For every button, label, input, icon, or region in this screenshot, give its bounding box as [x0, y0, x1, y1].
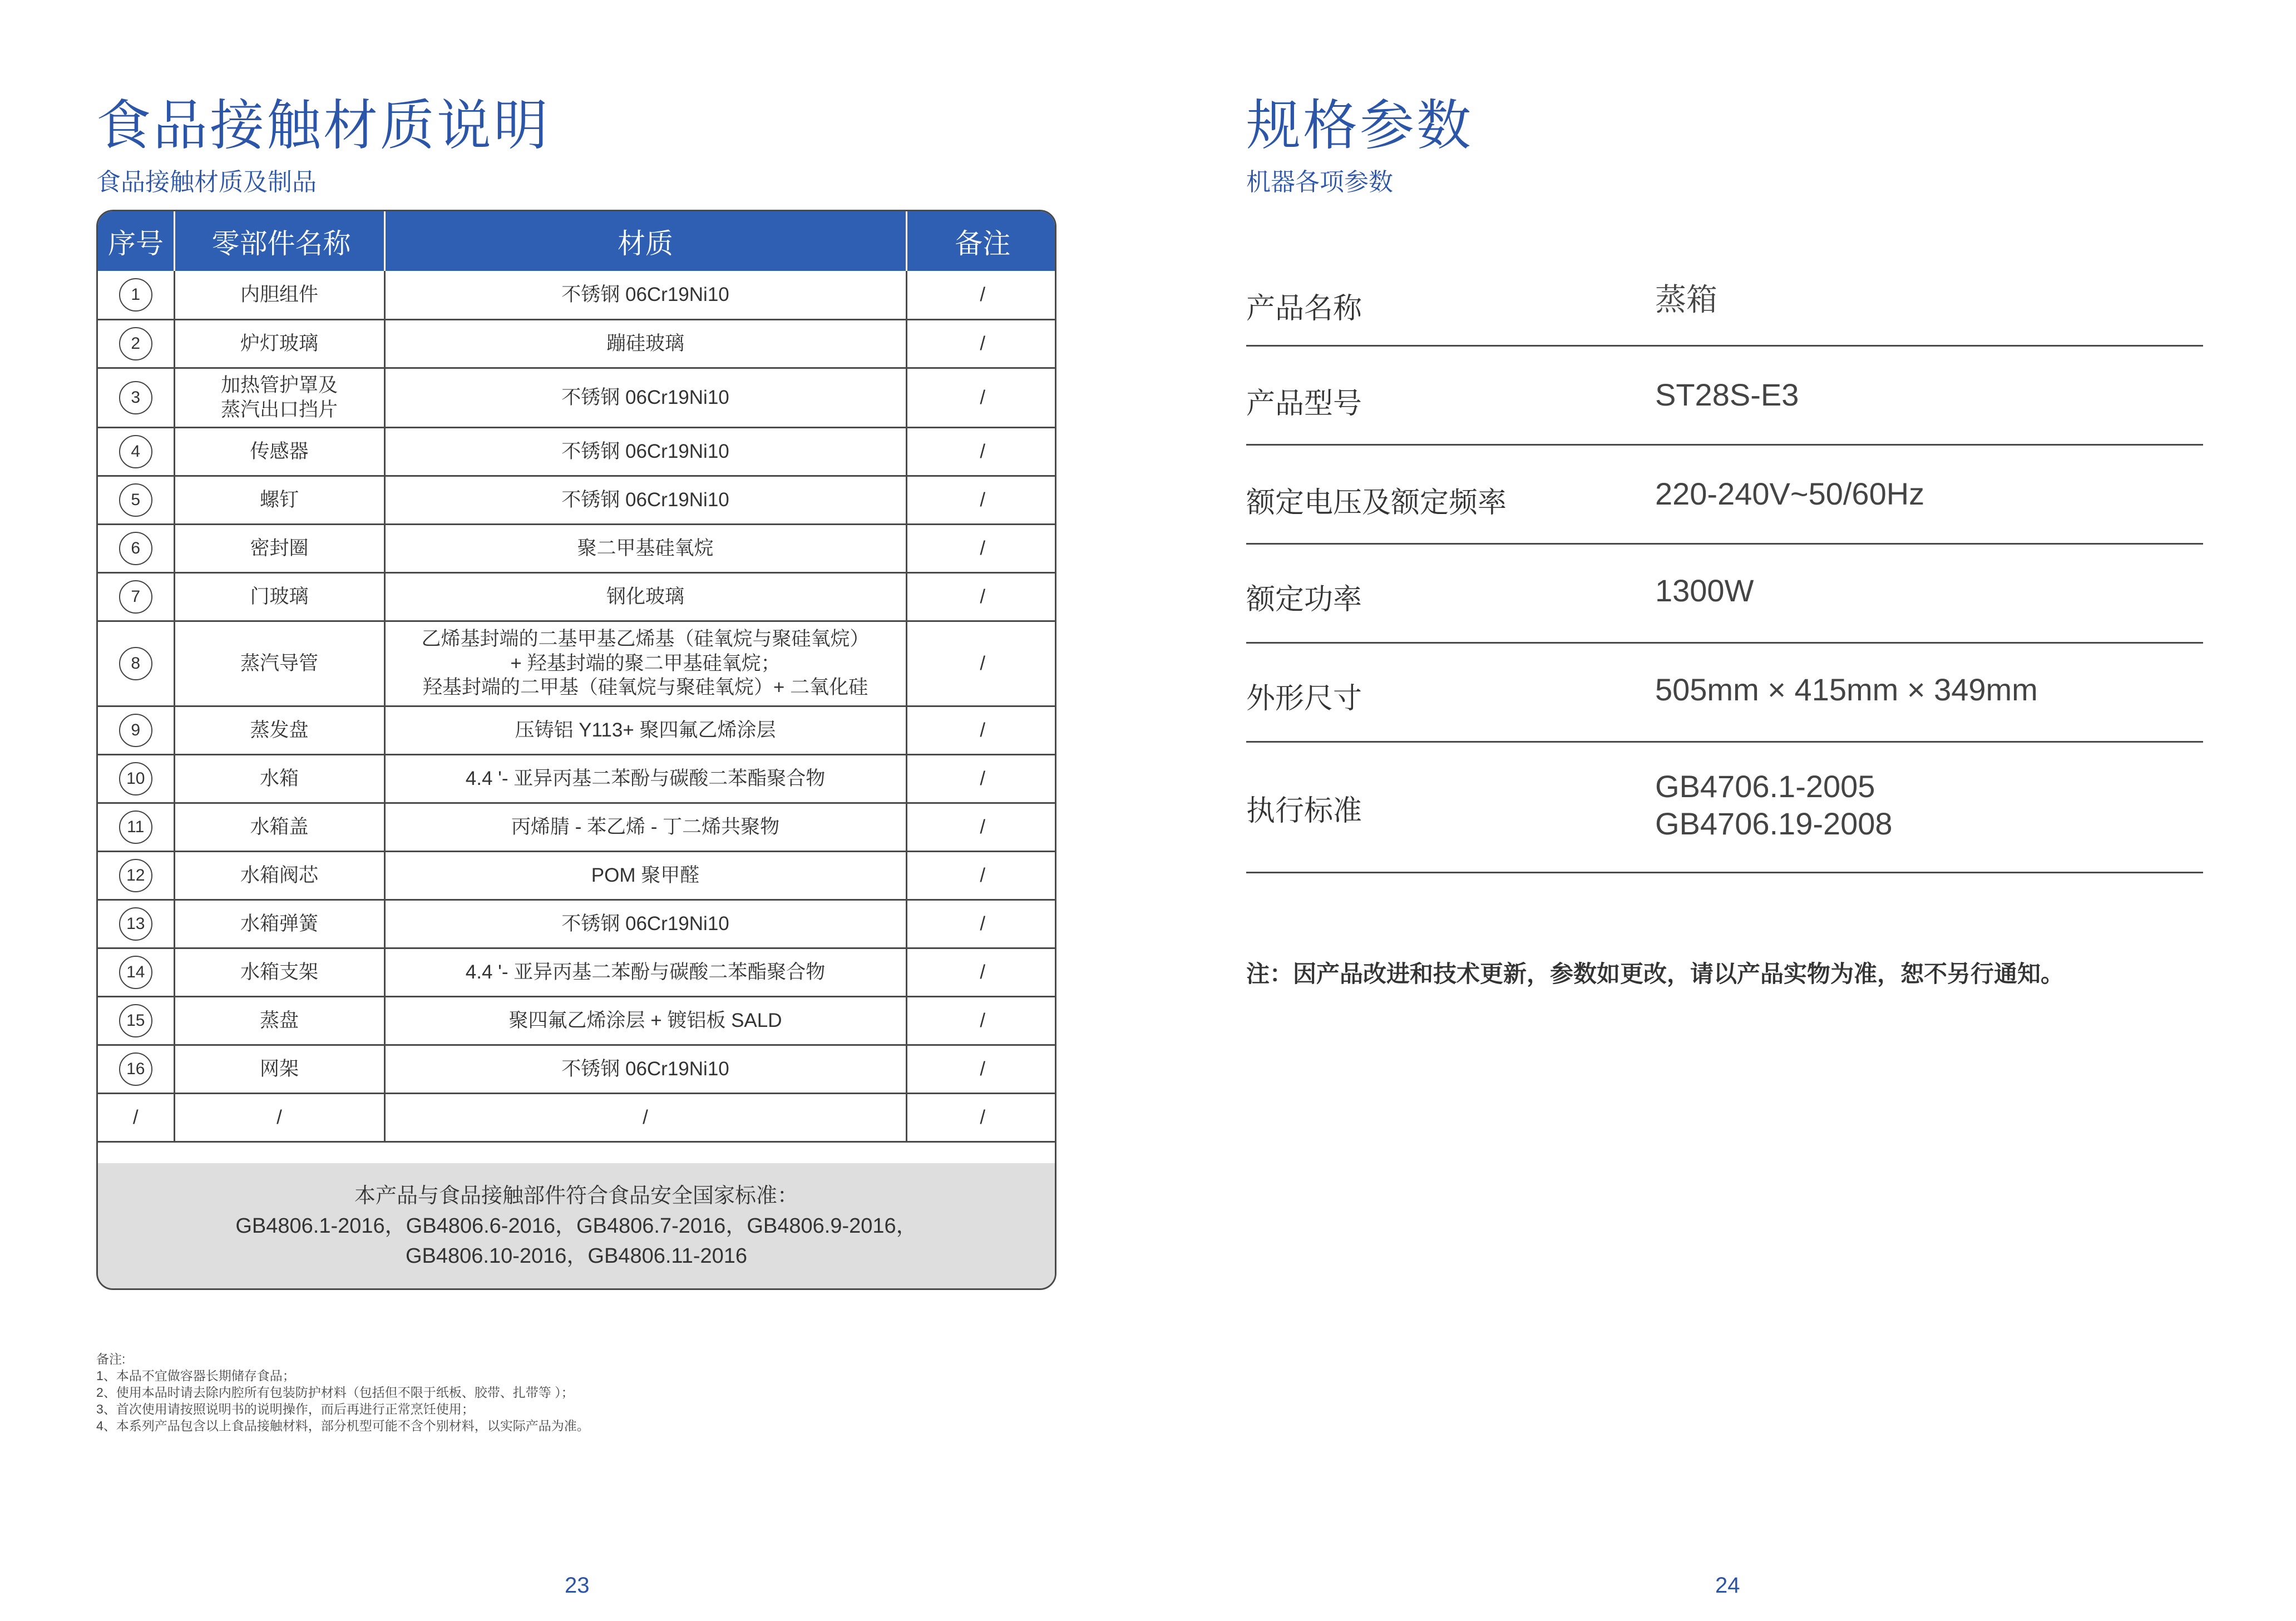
material: 不锈钢 06Cr19Ni10 [384, 368, 906, 427]
spec-label: 产品名称 [1246, 293, 1362, 325]
table-row [98, 1093, 1056, 1141]
part-name: 网架 [174, 1045, 384, 1093]
spec-row [1246, 743, 2203, 873]
remark: / [906, 803, 1056, 851]
remark: / [906, 572, 1056, 621]
table-header-row [98, 211, 1056, 271]
remark: / [906, 851, 1056, 900]
spec-row [1246, 446, 2203, 545]
material: 4.4 '- 亚异丙基二苯酚与碳酸二苯酯聚合物 [384, 754, 906, 803]
part-name: 水箱盖 [174, 803, 384, 851]
remark: / [906, 754, 1056, 803]
table-row [98, 996, 1056, 1045]
circled-number: 13 [119, 907, 152, 941]
material: 不锈钢 06Cr19Ni10 [384, 900, 906, 948]
circled-number: 11 [119, 810, 152, 844]
row-number [98, 319, 174, 368]
spec-row [1246, 545, 2203, 644]
row-number [98, 524, 174, 572]
row-number: / [98, 1093, 174, 1141]
spec-value: 1300W [1655, 573, 1754, 608]
part-name: 蒸发盘 [174, 706, 384, 754]
spec-value: 蒸箱 [1655, 282, 1717, 317]
part-name: 蒸盘 [174, 996, 384, 1045]
part-name: 传感器 [174, 427, 384, 476]
table-row [98, 754, 1056, 803]
remark: / [906, 319, 1056, 368]
circled-number: 15 [119, 1004, 152, 1037]
footer-line: GB4806.1-2016，GB4806.6-2016，GB4806.7-2016，GB4806.9-2016， [235, 1214, 917, 1238]
material: 不锈钢 06Cr19Ni10 [384, 427, 906, 476]
food-contact-table [96, 210, 1056, 1290]
part-name: 加热管护罩及 蒸汽出口挡片 [174, 368, 384, 427]
circled-number: 10 [119, 762, 152, 795]
row-number [98, 754, 174, 803]
row-number [98, 621, 174, 706]
remark: / [906, 900, 1056, 948]
table-row [98, 271, 1056, 319]
page-subtitle: 食品接触材质及制品 [96, 169, 317, 196]
spec-title: 规格参数 [1246, 95, 1474, 156]
circled-number: 5 [119, 483, 152, 517]
part-name: 蒸汽导管 [174, 621, 384, 706]
spec-label: 执行标准 [1246, 795, 1362, 827]
table-row [98, 621, 1056, 706]
note-line: 4、本系列产品包含以上食品接触材料，部分机型可能不含个别材料，以实际产品为准。 [96, 1419, 590, 1433]
material: 压铸铝 Y113+ 聚四氟乙烯涂层 [384, 706, 906, 754]
note-line: 3、首次使用请按照说明书的说明操作，而后再进行正常烹饪使用； [96, 1402, 475, 1416]
part-name: 炉灯玻璃 [174, 319, 384, 368]
material: 不锈钢 06Cr19Ni10 [384, 271, 906, 319]
remark: / [906, 996, 1056, 1045]
table-row [98, 851, 1056, 900]
spec-row [1246, 261, 2203, 347]
spec-value: ST28S-E3 [1655, 377, 1799, 412]
part-name: 内胆组件 [174, 271, 384, 319]
circled-number: 16 [119, 1052, 152, 1086]
material: 聚四氟乙烯涂层 + 镀铝板 SALD [384, 996, 906, 1045]
material: 蹦硅玻璃 [384, 319, 906, 368]
part-name: 水箱支架 [174, 948, 384, 996]
remark: / [906, 476, 1056, 524]
remark: / [906, 1045, 1056, 1093]
part-name: 水箱 [174, 754, 384, 803]
row-number [98, 271, 174, 319]
remark: / [906, 706, 1056, 754]
material: 丙烯腈 - 苯乙烯 - 丁二烯共聚物 [384, 803, 906, 851]
remark: / [906, 524, 1056, 572]
table-row [98, 319, 1056, 368]
row-number [98, 427, 174, 476]
row-number [98, 948, 174, 996]
page-number: 23 [565, 1573, 590, 1598]
page-title: 食品接触材质说明 [96, 95, 551, 156]
footer-line: GB4806.10-2016，GB4806.11-2016 [405, 1244, 748, 1268]
note-line: 2、使用本品时请去除内腔所有包装防护材料（包括但不限于纸板、胶带、扎带等 ）； [96, 1385, 574, 1400]
notes [96, 1351, 590, 1434]
remark: / [906, 427, 1056, 476]
table-row [98, 900, 1056, 948]
circled-number: 14 [119, 956, 152, 989]
spec-subtitle: 机器各项参数 [1246, 169, 1393, 196]
circled-number: 1 [119, 278, 152, 312]
circled-number: 12 [119, 859, 152, 892]
spec-value: GB4706.19-2008 [1655, 806, 1893, 841]
spec-label: 产品型号 [1246, 388, 1362, 420]
remark: / [906, 271, 1056, 319]
row-number [98, 851, 174, 900]
row-number [98, 572, 174, 621]
row-number [98, 368, 174, 427]
material: 钢化玻璃 [384, 572, 906, 621]
row-number [98, 706, 174, 754]
left-page [0, 0, 1146, 1621]
page-number: 24 [1715, 1573, 1740, 1598]
table-row [98, 948, 1056, 996]
part-name: 水箱弹簧 [174, 900, 384, 948]
spec-value: 505mm × 415mm × 349mm [1655, 672, 2038, 707]
spec-label: 外形尺寸 [1246, 683, 1362, 715]
row-number [98, 803, 174, 851]
table-row [98, 1045, 1056, 1093]
material: 不锈钢 06Cr19Ni10 [384, 476, 906, 524]
spec-label: 额定电压及额定频率 [1246, 487, 1507, 519]
part-name: 螺钉 [174, 476, 384, 524]
material: / [384, 1093, 906, 1141]
remark: / [906, 948, 1056, 996]
spec-row [1246, 644, 2203, 743]
row-number [98, 1045, 174, 1093]
table-row [98, 803, 1056, 851]
remark: / [906, 621, 1056, 706]
table-row [98, 427, 1056, 476]
note-line: 备注: [96, 1352, 126, 1366]
material: 不锈钢 06Cr19Ni10 [384, 1045, 906, 1093]
spec-value: GB4706.1-2005 [1655, 769, 1875, 804]
circled-number: 3 [119, 381, 152, 414]
table-row [98, 368, 1056, 427]
row-number [98, 476, 174, 524]
circled-number: 9 [119, 714, 152, 747]
row-number [98, 996, 174, 1045]
part-name: 密封圈 [174, 524, 384, 572]
material: 4.4 '- 亚异丙基二苯酚与碳酸二苯酯聚合物 [384, 948, 906, 996]
table-row [98, 476, 1056, 524]
table-row [98, 524, 1056, 572]
spec-value: 220-240V~50/60Hz [1655, 476, 1925, 511]
circled-number: 2 [119, 327, 152, 360]
table-row [98, 706, 1056, 754]
note-line: 1、本品不宜做容器长期储存食品； [96, 1368, 295, 1383]
header-remark: 备注 [955, 228, 1011, 259]
circled-number: 6 [119, 532, 152, 565]
part-name: / [174, 1093, 384, 1141]
row-number [98, 900, 174, 948]
remark: / [906, 368, 1056, 427]
material: POM 聚甲醛 [384, 851, 906, 900]
header-material: 材质 [384, 211, 906, 271]
part-name: 门玻璃 [174, 572, 384, 621]
spec-label: 额定功率 [1246, 584, 1362, 616]
material: 聚二甲基硅氧烷 [384, 524, 906, 572]
table-row [98, 572, 1056, 621]
spec-note: 注：因产品改进和技术更新，参数如更改，请以产品实物为准，恕不另行通知。 [1246, 961, 2065, 987]
header-part: 零部件名称 [174, 211, 384, 271]
spec-row [1246, 347, 2203, 446]
material: 乙烯基封端的二基甲基乙烯基（硅氧烷与聚硅氧烷） + 羟基封端的聚二甲基硅氧烷； 羟基封端的二甲基（硅氧烷与聚硅氧烷）+ 二氧化硅 [384, 621, 906, 706]
part-name: 水箱阀芯 [174, 851, 384, 900]
header-no: 序号 [98, 211, 174, 271]
table-footer [98, 1163, 1055, 1288]
remark: / [906, 1093, 1056, 1141]
circled-number: 7 [119, 580, 152, 614]
footer-line: 本产品与食品接触部件符合食品安全国家标准： [354, 1184, 798, 1208]
circled-number: 8 [119, 647, 152, 680]
circled-number: 4 [119, 435, 152, 468]
